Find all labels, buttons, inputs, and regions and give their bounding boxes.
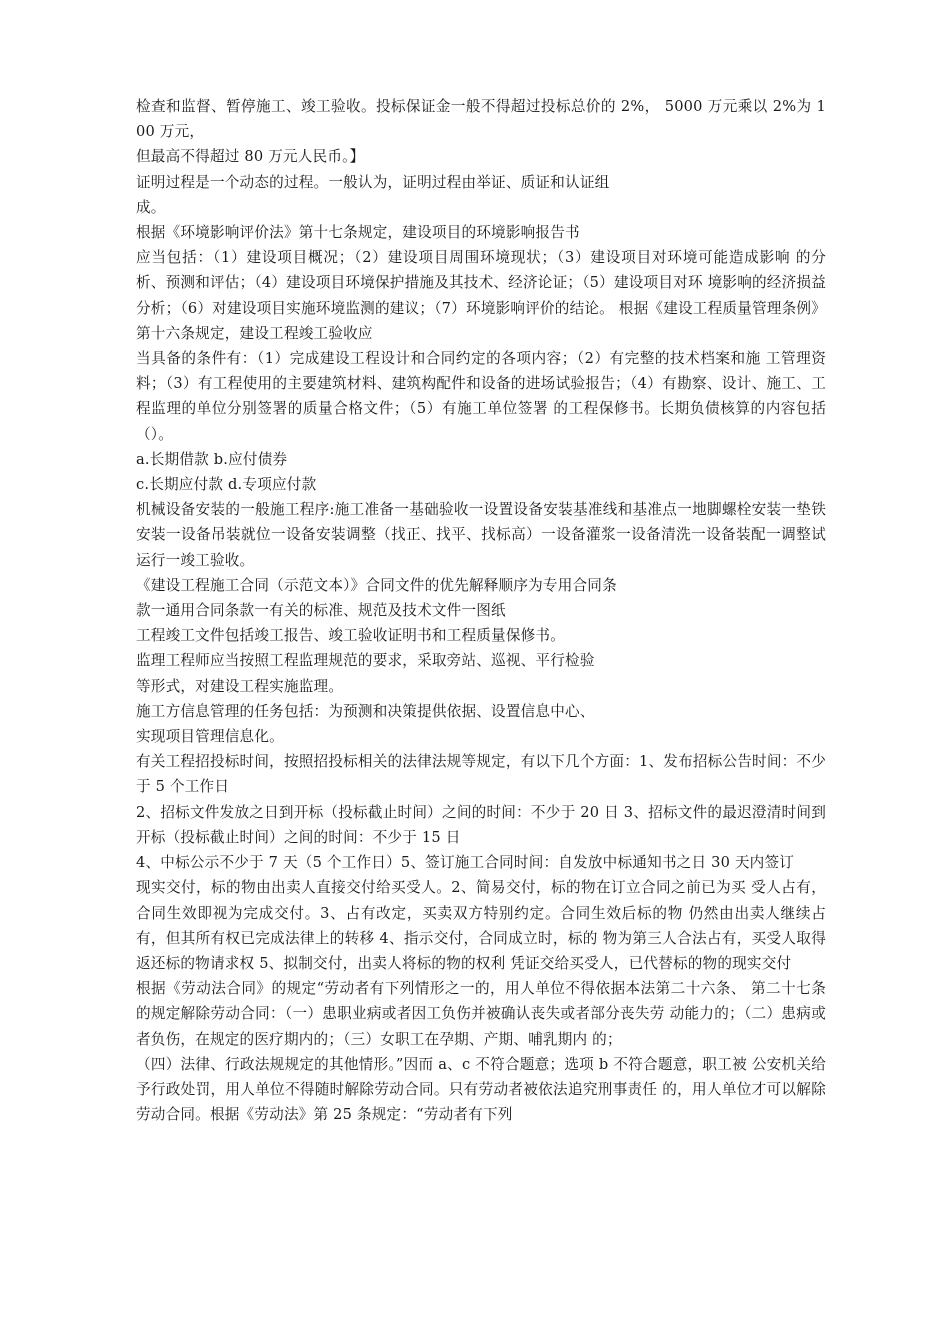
paragraph-supervision-cont: 等形式，对建设工程实施监理。 xyxy=(136,677,344,695)
paragraph-delivery-types: 现实交付，标的物由出卖人直接交付给买受人。2、简易交付，标的物在订立合同之前已为买 受人占有，合同生效即视为完成交付。3、占有改定，买卖双方特别约定。合同生效后标的物 仍然由出卖人继续占有，但其所有权已完成法律上的转移 4、指示交付，合同成立时，标的 物为第三人合法占有，买受人取得返还标的物请求权 5、拟制交付，出卖人将标的物的权利 凭证交给买受人，已代替标的物的现实交付 xyxy=(136,879,826,972)
paragraph-contract-priority: 《建设工程施工合同（示范文本）》合同文件的优先解释顺序为专用合同条 xyxy=(136,576,617,594)
paragraph-contract-priority-cont: 款一通用合同条款一有关的标准、规范及技术文件一图纸 xyxy=(136,602,506,620)
paragraph-info-management-cont: 实现项目管理信息化。 xyxy=(136,728,284,746)
option-line-cd: c.长期应付款 d.专项应付款 xyxy=(136,476,317,494)
paragraph-info-management: 施工方信息管理的任务包括：为预测和决策提供依据、设置信息中心、 xyxy=(136,702,595,720)
paragraph-acceptance-conditions: 当具备的条件有：（1）完成建设工程设计和合同约定的各项内容；（2）有完整的技术档案和施 工管理资料；（3）有工程使用的主要建筑材料、建筑构配件和设备的进场试验报告；（4）有勘察、设计、施工、工程监理的单位分别签署的质量合格文件；（5）有施工单位签署 的工程保修书。长期负债核算的内容包括（）。 xyxy=(136,350,826,443)
paragraph-eia-contents: 应当包括：（1）建设项目概况；（2）建设项目周围环境现状；（3）建设项目对环境可能造成影响 的分析、预测和评估；（4）建设项目环境保护措施及其技术、经济论证；（5）建设项目对环 境影响的经济损益分析；（6）对建设项目实施环境监测的建议；（7）环境影响评价的结论。 根据《建设工程质量管理条例》第十六条规定，建设工程竣工验收应 xyxy=(136,249,826,342)
paragraph-bid-bond: 检查和监督、暂停施工、竣工验收。投标保证金一般不得超过投标总价的 2%， 5000 万元乘以 2%为 100 万元， xyxy=(136,98,826,141)
paragraph-bidding-time-4: 4、中标公示不少于 7 天（5 个工作日）5、签订施工合同时间：自发放中标通知书之日 30 天内签订 xyxy=(136,854,795,872)
paragraph-bidding-time: 有关工程招投标时间，按照招投标相关的法律法规等规定，有以下几个方面：1、发布招标公告时间：不少于 5 个工作日 xyxy=(136,753,827,796)
paragraph-labor-contract-cont: （四）法律、行政法规规定的其他情形。”因而 a、c 不符合题意；选项 b 不符合题意，职工被 公安机关给予行政处罚，用人单位不得随时解除劳动合同。只有劳动者被依法追究刑事责任 的，用人单位才可以解除劳动合同。根据《劳动法》第 25 条规定：“劳动者有下列 xyxy=(136,1055,826,1124)
paragraph-bidding-time-2: 2、招标文件发放之日到开标（投标截止时间）之间的时间：不少于 20 日 3、招标文件的最迟澄清时间到开标（投标截止时间）之间的时间：不少于 15 日 xyxy=(136,803,826,846)
paragraph-labor-contract: 根据《劳动法合同》的规定“劳动者有下列情形之一的，用人单位不得依据本法第二十六条、 第二十七条的规定解除劳动合同：（一）患职业病或者因工负伤并被确认丧失或者部分丧失劳 动能力的；（二）患病或者负伤，在规定的医疗期内的；（三）女职工在孕期、产期、哺乳期内 的； xyxy=(136,980,826,1048)
paragraph-equipment-installation: 机械设备安装的一般施工程序:施工准备一基础验收一设置设备安装基准线和基准点一地脚螺栓安装一垫铁安装一设备吊装就位一设备安装调整（找正、找平、找标高）一设备灌浆一设备清洗一设备装配一调整试运行一竣工验收。 xyxy=(136,501,826,569)
paragraph-completion-docs: 工程竣工文件包括竣工报告、竣工验收证明书和工程质量保修书。 xyxy=(136,627,566,645)
paragraph-supervision: 监理工程师应当按照工程监理规范的要求，采取旁站、巡视、平行检验 xyxy=(136,652,595,670)
paragraph-proof-process-end: 成。 xyxy=(136,198,166,216)
paragraph-proof-process: 证明过程是一个动态的过程。一般认为，证明过程由举证、质证和认证组 xyxy=(136,173,610,191)
document-body xyxy=(136,94,826,1127)
paragraph-eia-law: 根据《环境影响评价法》第十七条规定，建设项目的环境影响报告书 xyxy=(136,224,580,242)
paragraph-bid-bond-cap: 但最高不得超过 80 万元人民币。】 xyxy=(136,148,365,166)
option-line-ab: a.长期借款 b.应付债券 xyxy=(136,450,288,468)
